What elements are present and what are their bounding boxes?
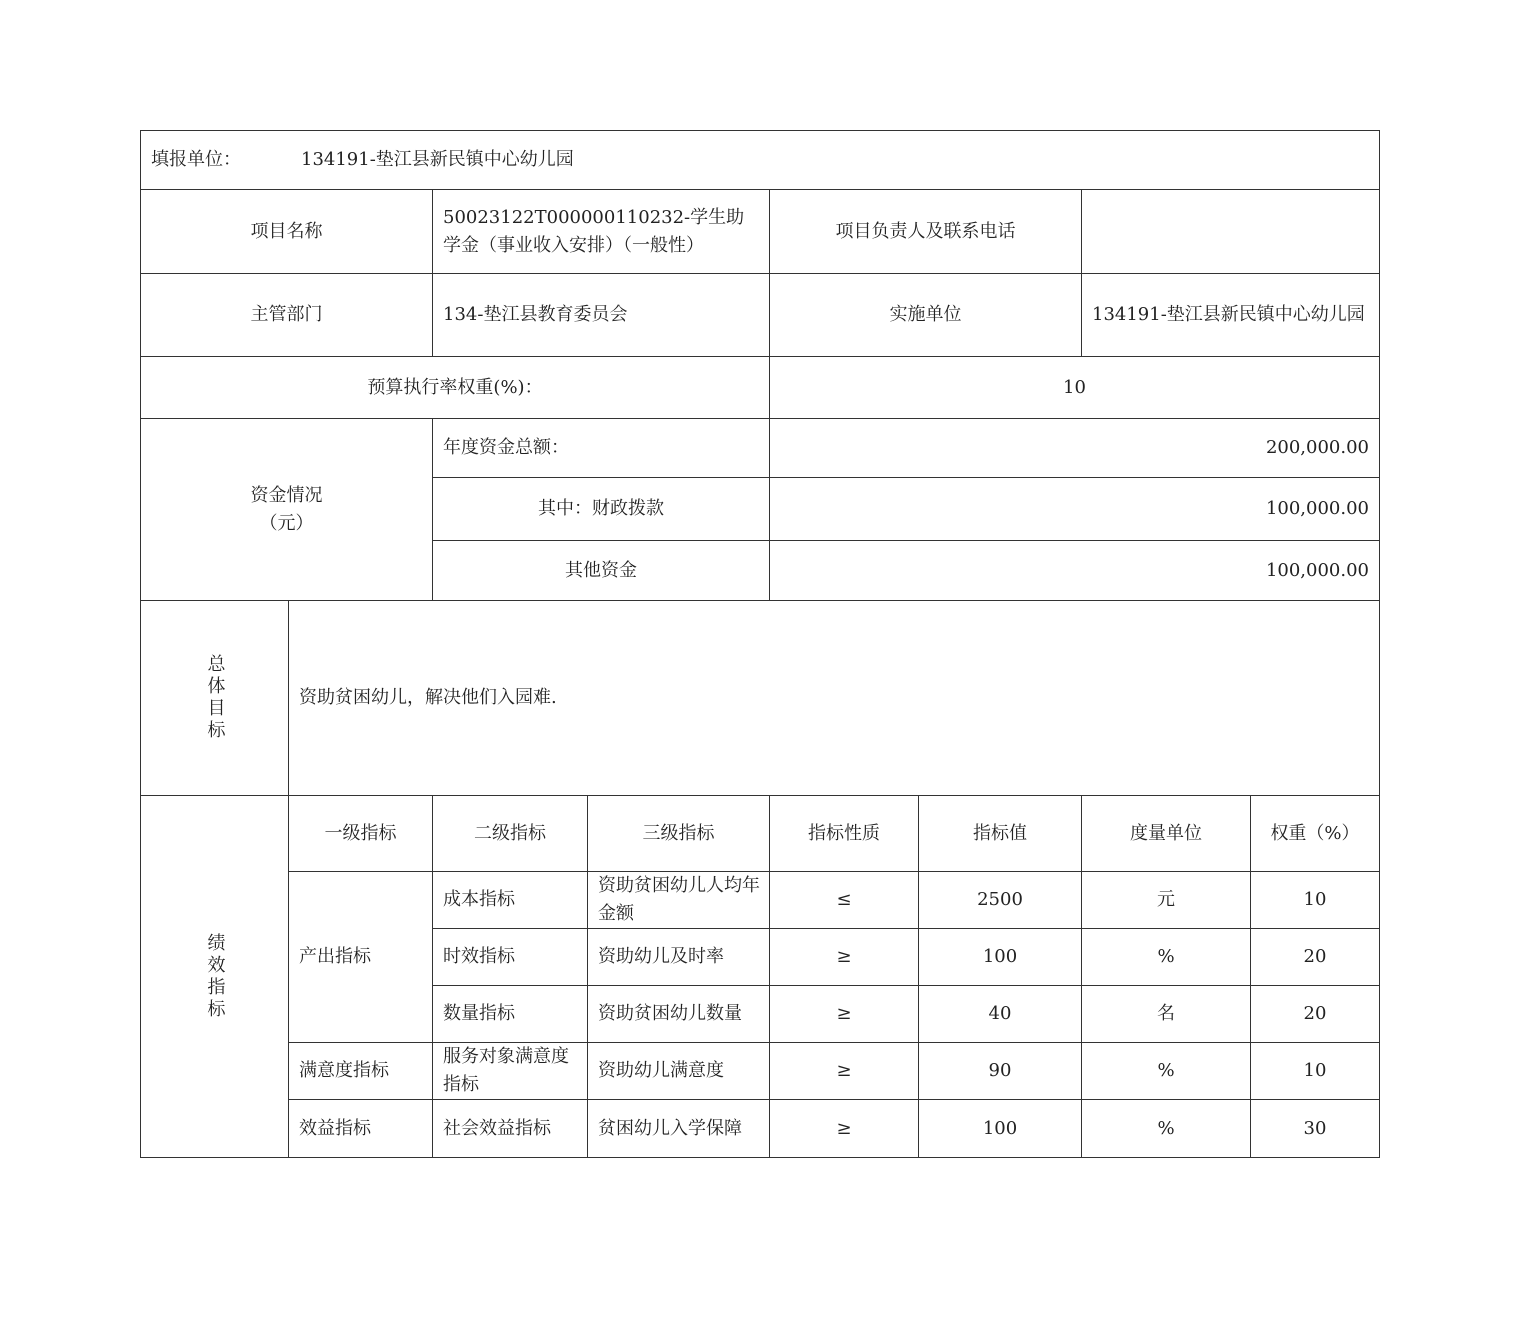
table-row-nature: ≥ — [769, 1099, 919, 1158]
header-level1: 一级指标 — [288, 795, 433, 872]
table-row-unit: 元 — [1081, 871, 1251, 929]
overall-goal-text: 资助贫困幼儿，解决他们入园难. — [288, 600, 1380, 796]
department-value: 134-垫江县教育委员会 — [432, 273, 770, 357]
table-row-level2: 时效指标 — [432, 928, 588, 986]
other-funds-label: 其他资金 — [432, 540, 770, 601]
table-row-value: 100 — [918, 928, 1082, 986]
implementing-unit-label: 实施单位 — [769, 273, 1082, 357]
performance-label — [140, 795, 289, 1158]
table-row-level3: 资助幼儿及时率 — [587, 928, 770, 986]
budget-weight-value: 10 — [769, 356, 1380, 419]
header-nature: 指标性质 — [769, 795, 919, 872]
implementing-unit-value: 134191-垫江县新民镇中心幼儿园 — [1081, 273, 1380, 357]
table-row-weight: 30 — [1250, 1099, 1380, 1158]
table-row-nature: ≥ — [769, 1042, 919, 1100]
fiscal-allocation-label: 其中：财政拨款 — [432, 477, 770, 541]
table-row-unit: % — [1081, 1099, 1251, 1158]
reporting-unit-value: 134191-垫江县新民镇中心幼儿园 — [301, 149, 574, 170]
header-level2: 二级指标 — [432, 795, 588, 872]
other-funds-value: 100,000.00 — [769, 540, 1380, 601]
group-output: 产出指标 — [288, 871, 433, 1043]
funds-label-line2: （元） — [259, 512, 314, 534]
table-row-level2: 社会效益指标 — [432, 1099, 588, 1158]
reporting-unit-label: 填报单位： — [151, 149, 241, 170]
table-row-level2: 成本指标 — [432, 871, 588, 929]
table-row-value: 2500 — [918, 871, 1082, 929]
header-unit: 度量单位 — [1081, 795, 1251, 872]
table-row-unit: 名 — [1081, 985, 1251, 1043]
table-row-level3: 资助幼儿满意度 — [587, 1042, 770, 1100]
overall-goal-label-text: 总体目标 — [204, 654, 226, 742]
project-name-label: 项目名称 — [140, 189, 433, 274]
table-row-value: 90 — [918, 1042, 1082, 1100]
budget-weight-label: 预算执行率权重(%)： — [140, 356, 770, 419]
table-row-level3: 资助贫困幼儿人均年金额 — [587, 871, 770, 929]
table-row-weight: 20 — [1250, 985, 1380, 1043]
header-value: 指标值 — [918, 795, 1082, 872]
performance-target-form — [140, 130, 1380, 1158]
table-row-level3: 贫困幼儿入学保障 — [587, 1099, 770, 1158]
table-row-unit: % — [1081, 928, 1251, 986]
table-row-nature: ≤ — [769, 871, 919, 929]
table-row-nature: ≥ — [769, 928, 919, 986]
fiscal-allocation-value: 100,000.00 — [769, 477, 1380, 541]
overall-goal-label — [140, 600, 289, 796]
header-level3: 三级指标 — [587, 795, 770, 872]
table-row-level2: 数量指标 — [432, 985, 588, 1043]
group-benefit: 效益指标 — [288, 1099, 433, 1158]
project-name-value: 50023122T000000110232-学生助学金（事业收入安排）（一般性） — [432, 189, 770, 274]
funds-label-line1: 资金情况 — [250, 484, 323, 506]
table-row-value: 100 — [918, 1099, 1082, 1158]
project-contact-value — [1081, 189, 1380, 274]
table-row-weight: 10 — [1250, 1042, 1380, 1100]
reporting-unit-row — [140, 130, 1380, 190]
table-row-nature: ≥ — [769, 985, 919, 1043]
header-weight: 权重（%） — [1250, 795, 1380, 872]
table-row-weight: 10 — [1250, 871, 1380, 929]
performance-label-text: 绩效指标 — [204, 932, 226, 1021]
department-label: 主管部门 — [140, 273, 433, 357]
table-row-value: 40 — [918, 985, 1082, 1043]
table-row-weight: 20 — [1250, 928, 1380, 986]
table-row-unit: % — [1081, 1042, 1251, 1100]
annual-total-value: 200,000.00 — [769, 418, 1380, 478]
funds-label — [140, 418, 433, 601]
table-row-level2: 服务对象满意度指标 — [432, 1042, 588, 1100]
group-satisfaction: 满意度指标 — [288, 1042, 433, 1100]
annual-total-label: 年度资金总额： — [432, 418, 770, 478]
table-row-level3: 资助贫困幼儿数量 — [587, 985, 770, 1043]
project-contact-label: 项目负责人及联系电话 — [769, 189, 1082, 274]
